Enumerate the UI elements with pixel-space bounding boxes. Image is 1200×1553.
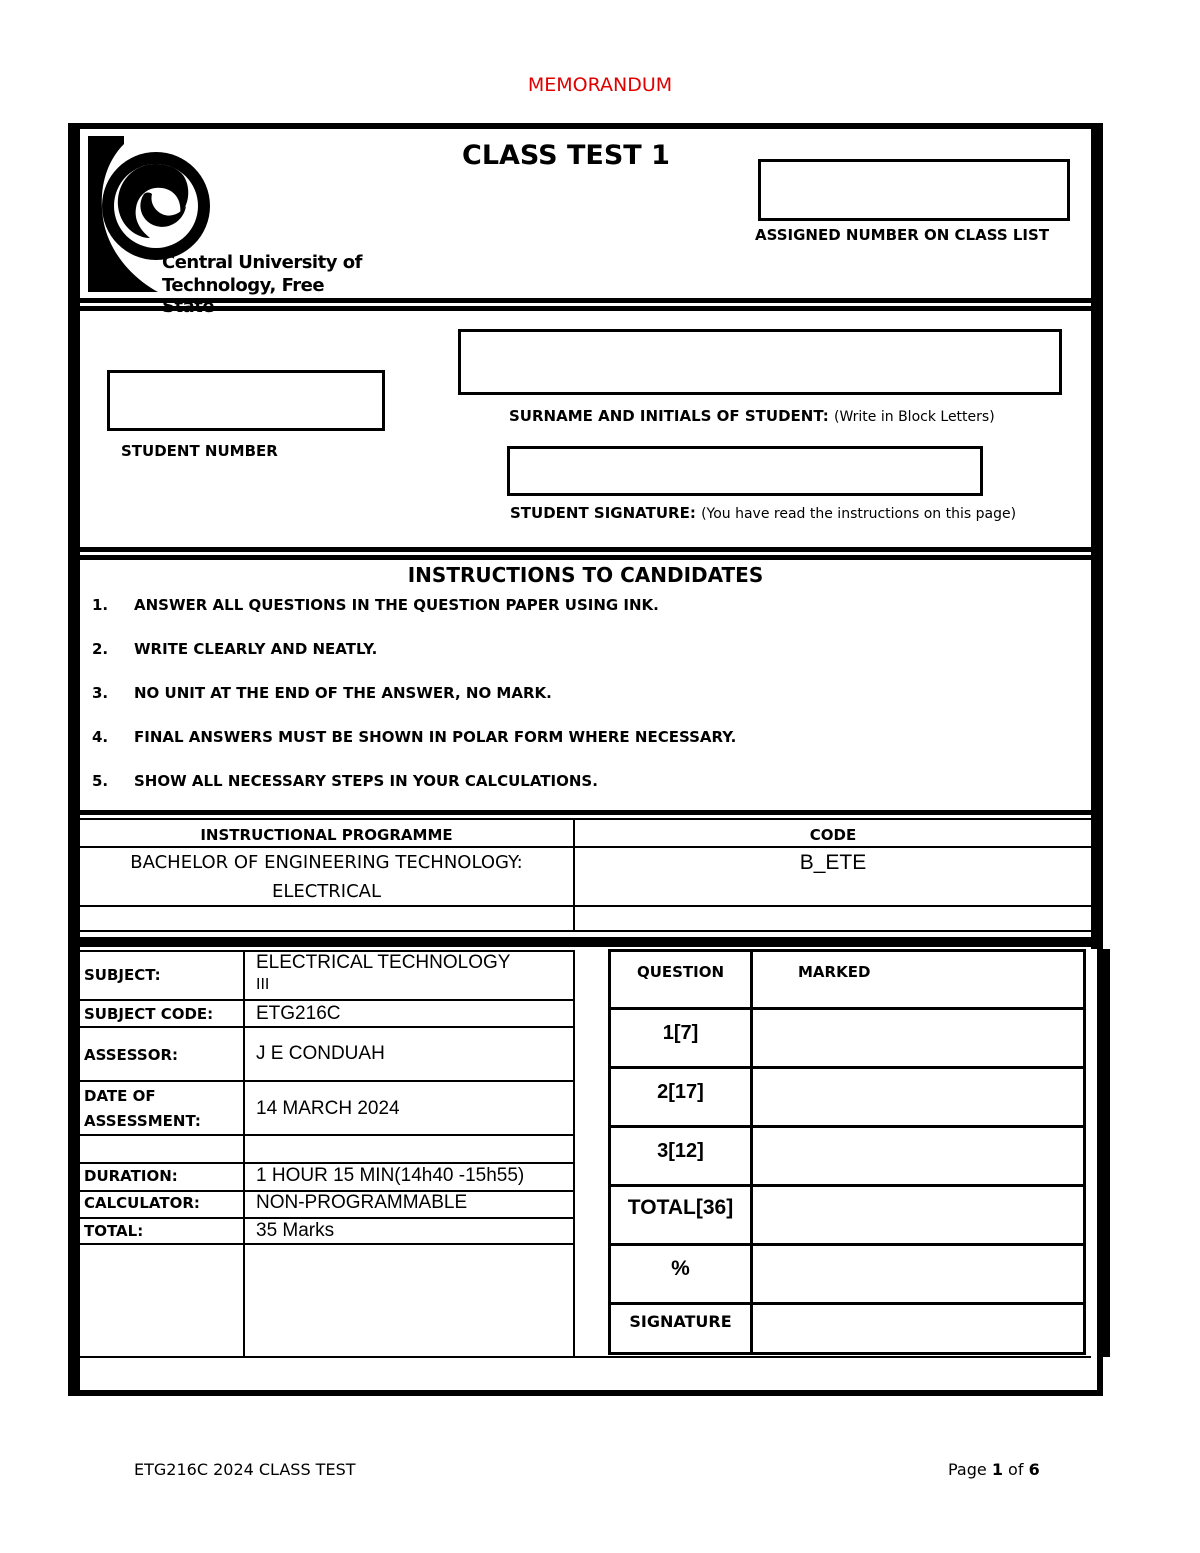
instruction-item	[92, 596, 659, 614]
question-row: 2[17]	[657, 1081, 704, 1103]
marks-line	[608, 1302, 1086, 1305]
signature-field[interactable]	[507, 446, 983, 496]
footer-page	[948, 1460, 1040, 1479]
instruction-item	[92, 728, 736, 746]
subject-code-value: ETG216C	[256, 1003, 341, 1024]
instruction-item	[92, 684, 552, 702]
divider-2b	[74, 555, 1097, 560]
duration-label: DURATION:	[84, 1167, 178, 1185]
footer-of: of	[1002, 1460, 1029, 1479]
question-row-total: TOTAL[36]	[627, 1196, 734, 1219]
logo-line-1: Central University of	[162, 252, 362, 273]
date-label-1: DATE OF	[84, 1087, 156, 1105]
question-head: QUESTION	[636, 963, 725, 981]
frame-inner-right	[1091, 129, 1097, 949]
university-logo	[84, 134, 364, 317]
student-number-field[interactable]	[107, 370, 385, 431]
det-col-divider	[243, 950, 245, 1358]
footer-course: ETG216C 2024 CLASS TEST	[134, 1460, 356, 1479]
date-value: 14 MARCH 2024	[256, 1098, 400, 1119]
subject-value-2: III	[256, 976, 270, 993]
marks-line	[608, 1184, 1086, 1187]
det-line	[80, 1080, 575, 1082]
signature-label-text: STUDENT SIGNATURE:	[510, 504, 696, 522]
surname-field[interactable]	[458, 329, 1062, 395]
marks-line	[608, 1243, 1086, 1246]
divider-3	[74, 810, 1097, 815]
signature-note: (You have read the instructions on this page)	[701, 506, 1017, 522]
marks-line	[608, 1007, 1086, 1010]
instructions-heading: INSTRUCTIONS TO CANDIDATES	[407, 563, 764, 587]
prog-line-head	[80, 846, 1091, 848]
prog-line-mid	[80, 905, 1091, 907]
instruction-text: SHOW ALL NECESSARY STEPS IN YOUR CALCULATIONS.	[134, 772, 598, 790]
instruction-num: 2.	[92, 640, 109, 658]
details-band-b	[74, 943, 1103, 947]
instruction-text: NO UNIT AT THE END OF THE ANSWER, NO MARK.	[134, 684, 552, 702]
question-row-percent: %	[671, 1257, 690, 1280]
subject-code-label: SUBJECT CODE:	[84, 1005, 214, 1023]
footer-page-total: 6	[1028, 1460, 1040, 1479]
instruction-num: 5.	[92, 772, 109, 790]
programme-name-2: ELECTRICAL	[271, 881, 382, 902]
total-value: 35 Marks	[256, 1220, 335, 1241]
assigned-number-label: ASSIGNED NUMBER ON CLASS LIST	[755, 226, 1050, 244]
surname-label-text: SURNAME AND INITIALS OF STUDENT:	[509, 407, 829, 425]
divider-2	[74, 547, 1097, 552]
det-line	[80, 1162, 575, 1164]
footer-page-num: 1	[991, 1460, 1003, 1479]
surname-note: (Write in Block Letters)	[833, 409, 995, 425]
surname-label	[509, 407, 995, 425]
student-number-label: STUDENT NUMBER	[121, 442, 278, 460]
date-label-2: ASSESSMENT:	[84, 1112, 201, 1130]
instruction-text: WRITE CLEARLY AND NEATLY.	[134, 640, 378, 658]
footer-page-label: Page	[948, 1460, 992, 1479]
det-line	[80, 1217, 575, 1219]
calculator-label: CALCULATOR:	[84, 1194, 200, 1212]
instruction-item	[92, 772, 598, 790]
duration-value: 1 HOUR 15 MIN(14h40 -15h55)	[256, 1165, 525, 1186]
total-label: TOTAL:	[84, 1222, 144, 1240]
marks-line	[608, 1125, 1086, 1128]
instruction-item	[92, 640, 377, 658]
assigned-number-field[interactable]	[758, 159, 1070, 221]
subject-label: SUBJECT:	[84, 966, 161, 984]
det-line	[80, 1243, 575, 1245]
instruction-text: FINAL ANSWERS MUST BE SHOWN IN POLAR FORM WHERE NECESSARY.	[134, 728, 737, 746]
marked-head: MARKED	[798, 963, 871, 981]
programme-name-1: BACHELOR OF ENGINEERING TECHNOLOGY:	[130, 852, 523, 873]
frame-inner-left	[74, 129, 80, 1390]
prog-line-top	[80, 818, 1091, 820]
prog-line-bottom	[80, 930, 1091, 932]
marks-line	[608, 1066, 1086, 1069]
subject-value-1: ELECTRICAL TECHNOLOGY	[256, 952, 511, 973]
question-row: 1[7]	[662, 1022, 699, 1044]
page-title: CLASS TEST 1	[462, 140, 670, 171]
signature-label	[510, 504, 1016, 522]
instruction-text: ANSWER ALL QUESTIONS IN THE QUESTION PAPER USING INK.	[134, 596, 659, 614]
det-line	[80, 1134, 575, 1136]
instruction-num: 3.	[92, 684, 109, 702]
assessor-value: J E CONDUAH	[256, 1043, 385, 1064]
instruction-num: 4.	[92, 728, 109, 746]
det-line	[80, 999, 575, 1001]
det-line	[80, 1026, 575, 1028]
calculator-value: NON-PROGRAMMABLE	[256, 1192, 468, 1213]
det-line-bottom	[80, 1356, 1091, 1358]
code-head: CODE	[809, 826, 857, 844]
memorandum-header: MEMORANDUM	[527, 74, 673, 96]
programme-head: INSTRUCTIONAL PROGRAMME	[200, 826, 453, 844]
marks-right-bar	[1097, 949, 1110, 1357]
instruction-num: 1.	[92, 596, 109, 614]
question-row: 3[12]	[657, 1140, 704, 1162]
assessor-label: ASSESSOR:	[84, 1046, 179, 1064]
logo-line-2: Technology, Free State	[162, 275, 325, 317]
marks-signature: SIGNATURE	[629, 1312, 732, 1331]
programme-code: B_ETE	[799, 851, 867, 874]
det-col-right	[573, 950, 575, 1358]
